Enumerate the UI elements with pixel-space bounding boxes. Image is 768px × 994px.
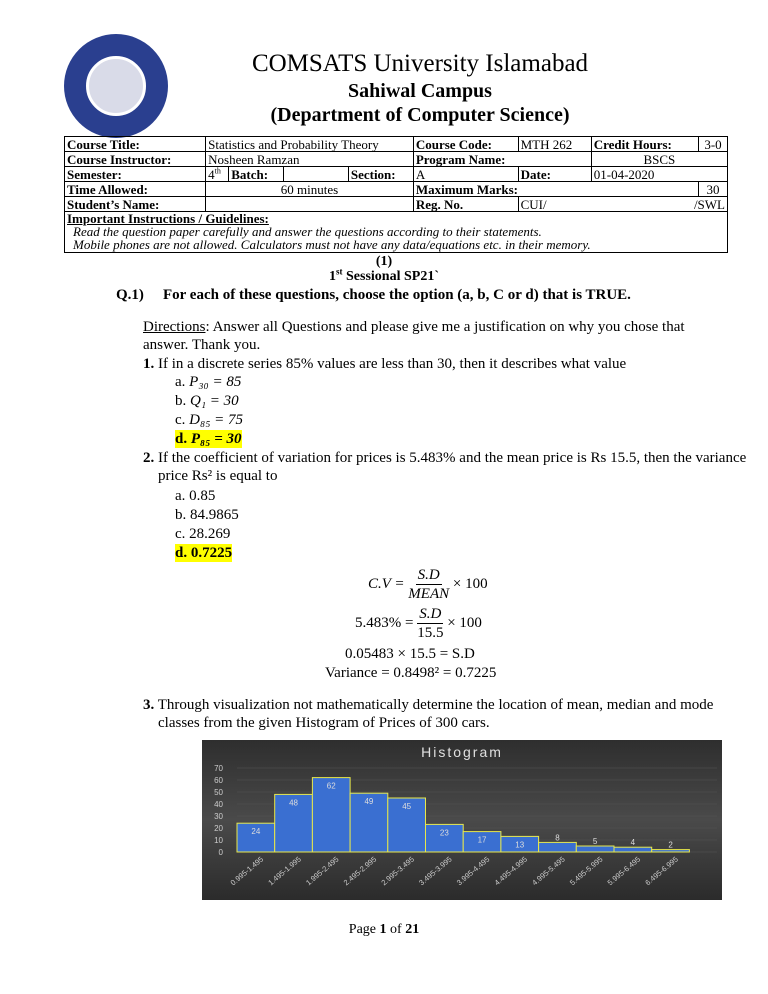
solution-line-2: 5.483% = $\frac{S.D}{15.5}$ × 100 [355,606,482,641]
bar-value-label: 49 [364,797,374,807]
bar-value-label: 17 [477,835,487,845]
x-tick-label: 5.495-5.995 [567,854,605,888]
bar-value-label: 8 [555,833,560,843]
q2-option-a: a. 0.85 [175,488,216,504]
q2-option-d-answer: d. 0.7225 [175,545,233,561]
y-tick-label: 60 [214,776,223,785]
x-tick-label: 6.495-6.995 [643,854,680,888]
x-tick-label: 2.995-3.495 [379,854,416,888]
section: A [413,167,518,182]
x-tick-label: 4.995-5.495 [530,854,567,888]
label: Course Instructor: [65,152,206,167]
label: Section: [348,167,413,182]
bar-value-label: 23 [439,828,449,838]
max-marks: 30 [699,182,728,197]
batch [283,167,348,182]
histogram-bar [652,850,690,852]
solution-line-3: 0.05483 × 15.5 = S.D [345,646,475,662]
q1-option-d-answer: d. P₈₅ = 30 [175,431,242,447]
x-tick-label: 0.995-1.495 [228,854,266,888]
label: Credit Hours: [591,137,698,152]
course-info-table [64,136,728,253]
q2-option-c: c. 28.269 [175,526,231,542]
y-tick-label: 40 [214,800,223,809]
x-tick-label: 2.495-2.995 [341,854,379,888]
course-title: Statistics and Probability Theory [206,137,414,152]
q1-text: For each of these questions, choose the option (a, b, C or d) that is TRUE. [163,287,631,303]
course-code: MTH 262 [518,137,591,152]
bar-value-label: 5 [592,837,598,846]
solution-line-4: Variance = 0.8498² = 0.7225 [325,665,497,681]
y-tick-label: 70 [214,764,223,773]
histogram-bar [576,846,614,852]
label: Maximum Marks: [413,182,698,197]
histogram-bar [539,842,577,852]
reg-no: CUI/ /SWL [518,197,727,212]
x-tick-label: 3.495-3.995 [417,854,454,888]
page-footer: Page 1 of 21 [348,922,420,937]
label: Reg. No. [413,197,518,212]
question-2: 2. If the coefficient of variation for prices is 5.483% and the mean price is Rs 15.5, then the variance price Rs² is equal to [143,450,747,484]
label: Semester: [65,167,206,182]
y-tick-label: 20 [214,824,223,833]
y-tick-label: 10 [214,836,223,845]
bar-value-label: 24 [251,827,261,837]
q1-label: Q.1) [116,287,144,303]
solution-line-1: C.V = $\frac{S.D}{\text{MEAN}}$ × 100 [368,567,488,602]
bar-value-label: 45 [402,802,412,811]
x-tick-label: 5.995-6.495 [605,854,643,888]
y-tick-label: 0 [218,848,223,857]
directions: Directions: Answer all Questions and please give me a justification on why you chose that answer. Thank you. [143,319,685,353]
credit-hours: 3-0 [699,137,728,152]
q2-option-b: b. 84.9865 [175,507,239,523]
bar-value-label: 4 [630,838,636,848]
instructions: Important Instructions / Guidelines: Read the question paper carefully and answer the questions according to their statements. Mobile phones are not allowed. Calculators must not have any data/equations etc. in their memory. [65,212,728,253]
x-tick-label: 1.495-1.995 [266,854,303,888]
university-name: COMSATS University Islamabad [251,50,589,77]
student-name [206,197,414,212]
bar-value-label: 2 [668,840,673,850]
q1-option-c: c. D₈₅ = 75 [175,412,244,428]
bar-value-label: 62 [326,781,336,791]
university-logo [64,34,168,138]
campus-name: Sahiwal Campus [348,80,492,102]
y-tick-label: 30 [214,812,223,821]
label: Batch: [229,167,284,182]
q1-option-b: b. Q₁ = 30 [175,393,239,409]
department-name: (Department of Computer Science) [270,104,570,126]
label: Date: [518,167,591,182]
sessional-title: 1st Sessional SP21` [329,266,439,284]
histogram-chart [202,740,722,900]
semester: 4th [206,167,229,182]
time-allowed: 60 minutes [206,182,414,197]
q1-option-a: a. P₃₀ = 85 [175,374,242,390]
bar-value-label: 48 [289,798,299,808]
bar-value-label: 13 [515,840,525,850]
x-tick-label: 3.995-4.495 [454,854,492,888]
program: BSCS [591,152,727,167]
label: Course Code: [413,137,518,152]
x-tick-label: 1.995-2.495 [304,854,341,888]
histogram-svg [202,740,722,900]
label: Program Name: [413,152,591,167]
question-3: 3. Through visualization not mathematically determine the location of mean, median and mode classes from the given Histogram of Prices of 300 cars. [143,697,714,731]
label: Time Allowed: [65,182,206,197]
x-tick-label: 4.495-4.995 [492,854,530,888]
instructor: Nosheen Ramzan [206,152,414,167]
date: 01-04-2020 [591,167,727,182]
histogram-bar [614,847,652,852]
y-tick-label: 50 [214,788,223,797]
label: Student’s Name: [65,197,206,212]
section-number: (1) [375,254,393,269]
question-1: 1. If in a discrete series 85% values are less than 30, then it describes what value [143,356,627,372]
chart-title: Histogram [421,744,503,760]
label: Course Title: [65,137,206,152]
